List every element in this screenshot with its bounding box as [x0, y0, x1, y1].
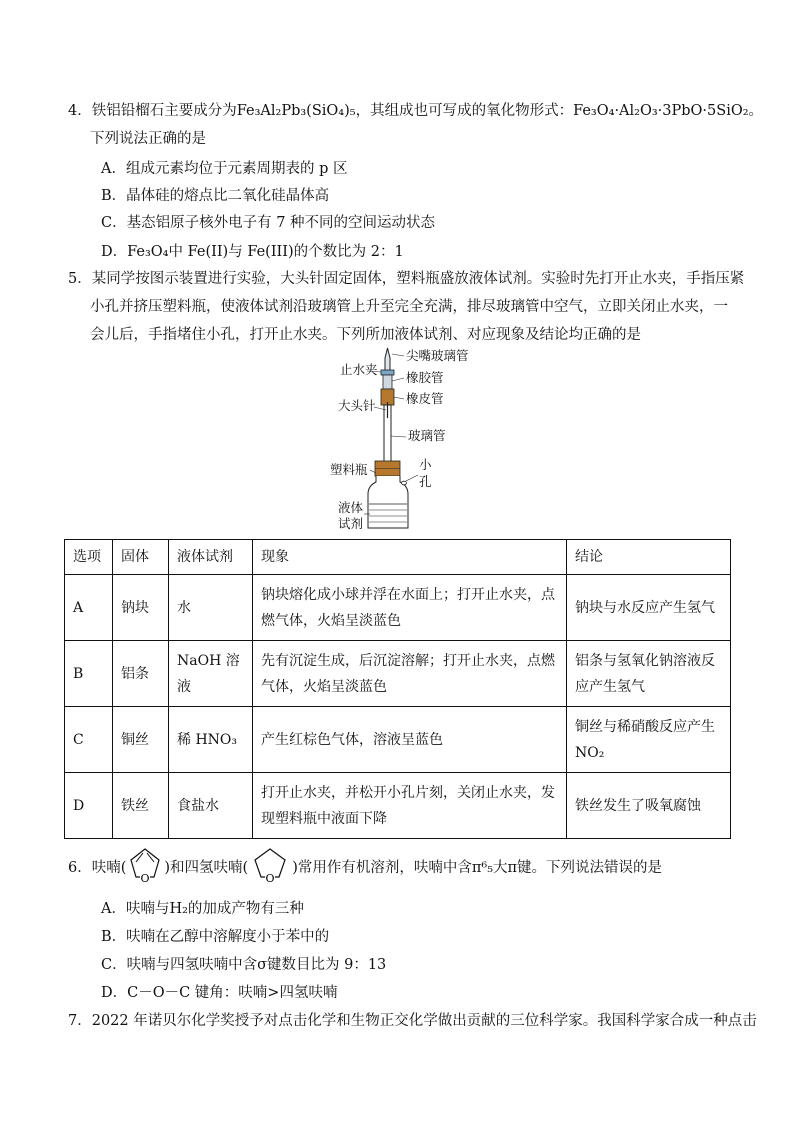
table-row — [65, 773, 731, 839]
label-liquid-2: 试剂 — [338, 516, 364, 531]
q6-option-c: C．呋喃与四氢呋喃中含σ键数目比为 9：13 — [101, 957, 387, 973]
table-cell: 钠块 — [113, 575, 169, 641]
table-row — [65, 575, 731, 641]
label-rubber-1: 橡胶管 — [406, 370, 444, 385]
table-cell: 稀 HNO₃ — [169, 707, 253, 773]
q4-stem-line1 — [68, 99, 763, 120]
table-cell: 打开止水夹，并松开小孔片刻，关闭止水夹，发现塑料瓶中液面下降 — [253, 773, 567, 839]
table-cell: 产生红棕色气体，溶液呈蓝色 — [253, 707, 567, 773]
q4-option-d: D．Fe₃O₄中 Fe(II)与 Fe(III)的个数比为 2：1 — [101, 244, 404, 260]
q6-stem-text: 6．呋喃( — [68, 860, 127, 876]
q4-formula: Fe₃Al₂Pb₃(SiO₄)₅ — [236, 103, 356, 119]
q6-option-a: A．呋喃与H₂的加成产物有三种 — [101, 901, 304, 917]
q4-oxide-formula: Fe₃O₄·Al₂O₃·3PbO·5SiO₂ — [573, 103, 749, 119]
label-rubber-2: 橡皮管 — [406, 391, 444, 406]
q4-stem-text-2: ，其组成也可写成的氧化物形式： — [355, 103, 574, 119]
q6-stem-text-3: )常用作有机溶剂，呋喃中含π⁶₅大π键。下列说法错误的是 — [292, 860, 663, 876]
table-cell: 钠块与水反应产生氢气 — [567, 575, 731, 641]
table-cell: 先有沉淀生成，后沉淀溶解；打开止水夹，点燃气体，火焰呈淡蓝色 — [253, 641, 567, 707]
q6-option-d: D．C－O－C 键角：呋喃>四氢呋喃 — [101, 985, 338, 1001]
table-cell: 铁丝发生了吸氧腐蚀 — [567, 773, 731, 839]
table-cell: 铜丝 — [113, 707, 169, 773]
table-header-cell: 结论 — [567, 540, 731, 575]
label-tip-tube: 尖嘴玻璃管 — [406, 348, 469, 363]
table-cell: D — [65, 773, 113, 839]
table-cell: NaOH 溶液 — [169, 641, 253, 707]
q5-options-table — [64, 539, 731, 839]
apparatus-diagram — [330, 344, 470, 536]
table-header-row — [65, 540, 731, 575]
label-hole-2: 孔 — [419, 474, 432, 489]
table-cell: 水 — [169, 575, 253, 641]
table-cell: 钠块熔化成小球并浮在水面上；打开止水夹，点燃气体，火焰呈淡蓝色 — [253, 575, 567, 641]
label-liquid-1: 液体 — [338, 500, 364, 515]
thf-o-label: O — [265, 872, 275, 885]
label-pin: 大头针 — [338, 398, 376, 413]
rubber-tube-upper — [383, 375, 392, 389]
q5-stem-line2: 小孔并挤压塑料瓶，使液体试剂沿玻璃管上升至完全充满，排尽玻璃管中空气，立即关闭止水夹，一 — [90, 299, 728, 315]
thf-structure-icon — [248, 845, 292, 885]
tip-glass-tube — [385, 348, 390, 370]
table-header-cell: 固体 — [113, 540, 169, 575]
table-cell: 铁丝 — [113, 773, 169, 839]
q5-stem-line3: 会儿后，手指堵住小孔，打开止水夹。下列所加液体试剂、对应现象及结论均正确的是 — [90, 327, 641, 343]
furan-structure-icon — [126, 845, 164, 885]
q4-option-b: B．晶体硅的熔点比二氧化硅晶体高 — [101, 188, 330, 204]
table-header-cell: 现象 — [253, 540, 567, 575]
furan-o-label: O — [140, 872, 150, 885]
q4-option-a: A．组成元素均位于元素周期表的 p 区 — [101, 161, 348, 177]
q5-stem-line1: 5．某同学按图示装置进行实验，大头针固定固体，塑料瓶盛放液体试剂。实验时先打开止水夹，手指压紧 — [68, 271, 745, 287]
q6-stem-text-2: )和四氢呋喃( — [164, 860, 249, 876]
label-hole-1: 小 — [419, 457, 432, 472]
table-row — [65, 707, 731, 773]
q6-stem — [68, 848, 662, 888]
label-clamp: 止水夹 — [340, 362, 378, 377]
q4-stem-text: 4．铁铝铅榴石主要成分为 — [68, 103, 237, 119]
q6-option-b: B．呋喃在乙醇中溶解度小于苯中的 — [101, 929, 330, 945]
table-cell: 食盐水 — [169, 773, 253, 839]
table-cell: 铝条 — [113, 641, 169, 707]
table-header-cell: 选项 — [65, 540, 113, 575]
table-header-cell: 液体试剂 — [169, 540, 253, 575]
label-bottle: 塑料瓶 — [330, 462, 368, 477]
table-cell: C — [65, 707, 113, 773]
label-glass-tube: 玻璃管 — [408, 428, 446, 443]
table-cell: B — [65, 641, 113, 707]
clamp-icon — [381, 370, 394, 375]
q4-option-c: C．基态铝原子核外电子有 7 种不同的空间运动状态 — [101, 215, 436, 231]
table-row — [65, 641, 731, 707]
q4-stem-end: 。 — [748, 103, 764, 119]
table-cell: 铝条与氢氧化钠溶液反应产生氢气 — [567, 641, 731, 707]
table-cell: A — [65, 575, 113, 641]
small-hole-icon — [402, 481, 407, 485]
q4-stem-line2: 下列说法正确的是 — [90, 131, 206, 147]
table-cell: 铜丝与稀硝酸反应产生 NO₂ — [567, 707, 731, 773]
q7-stem: 7．2022 年诺贝尔化学奖授予对点击化学和生物正交化学做出贡献的三位科学家。我国科学家合成一种点击 — [68, 1013, 757, 1029]
